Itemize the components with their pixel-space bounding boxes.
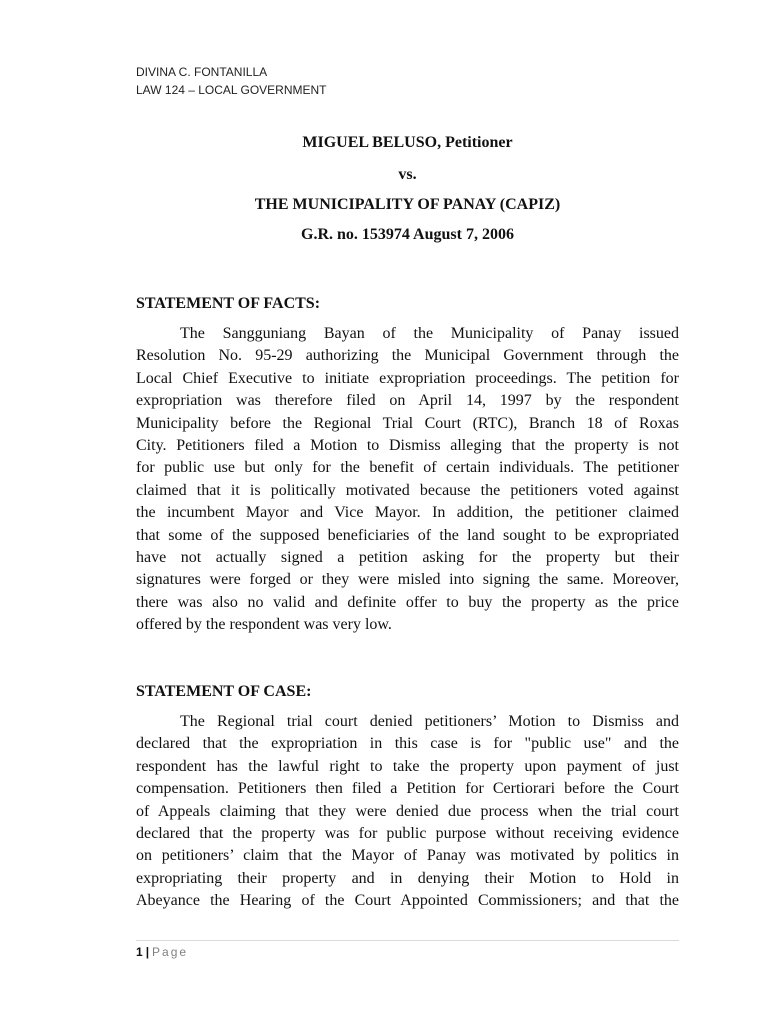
course-name: LAW 124 – LOCAL GOVERNMENT — [136, 83, 327, 97]
paragraph-line: respondent has the lawful right to take the property upon payment of just — [136, 757, 679, 775]
versus-line: vs. — [398, 166, 417, 183]
footer-separator: | — [145, 945, 150, 959]
statement-of-facts-section — [136, 294, 679, 637]
paragraph-line: The Regional trial court denied petitioners’ Motion to Dismiss and — [180, 713, 679, 730]
paragraph-line: declared that the property was for public purpose without receiving evidence — [136, 825, 679, 843]
paragraph-line: Municipality before the Regional Trial Court (RTC), Branch 18 of Roxas — [136, 414, 679, 432]
paragraph-line: Abeyance the Hearing of the Court Appointed Commissioners; and that the — [136, 892, 679, 910]
paragraph-line: on petitioners’ claim that the Mayor of Panay was motivated by politics in — [136, 847, 679, 865]
author-name: DIVINA C. FONTANILLA — [136, 65, 268, 79]
paragraph-line: expropriating their property and in denying their Motion to Hold in — [136, 869, 679, 887]
petitioner-line: MIGUEL BELUSO, Petitioner — [302, 134, 513, 151]
statement-of-facts-heading: STATEMENT OF FACTS: — [136, 295, 321, 312]
paragraph-line: offered by the respondent was very low. — [136, 616, 392, 634]
paragraph-line: expropriation was therefore filed on April 14, 1997 by the respondent — [136, 392, 679, 410]
statement-of-case-section — [136, 682, 679, 913]
statement-of-facts-paragraph — [136, 323, 679, 637]
paragraph-line: The Sangguniang Bayan of the Municipality of Panay issued — [180, 325, 679, 342]
case-title — [136, 133, 679, 244]
paragraph-line: signatures were forged or they were misled into signing the same. Moreover, — [136, 571, 679, 589]
paragraph-line: for public use but only for the benefit of certain individuals. The petitioner — [136, 459, 679, 477]
paragraph-line: there was also no valid and definite offer to buy the property as the price — [136, 593, 679, 611]
page-number: 1 — [136, 945, 143, 959]
paragraph-line: of Appeals claiming that they were denied due process when the trial court — [136, 802, 679, 820]
statement-of-case-paragraph — [136, 711, 679, 913]
statement-of-case-heading: STATEMENT OF CASE: — [136, 683, 312, 700]
paragraph-line: City. Petitioners filed a Motion to Dismiss alleging that the property is not — [136, 437, 679, 455]
paragraph-line: compensation. Petitioners then filed a Petition for Certiorari before the Court — [136, 780, 679, 798]
paragraph-line: claimed that it is politically motivated because the petitioners voted against — [136, 481, 679, 499]
paragraph-line: Resolution No. 95-29 authorizing the Municipal Government through the — [136, 347, 679, 365]
paragraph-line: Local Chief Executive to initiate expropriation proceedings. The petition for — [136, 369, 679, 387]
page-label: Page — [152, 945, 189, 959]
footer-divider — [136, 940, 679, 941]
case-number-line: G.R. no. 153974 August 7, 2006 — [301, 226, 514, 243]
paragraph-line: declared that the expropriation in this case is for "public use" and the — [136, 735, 679, 753]
respondent-line: THE MUNICIPALITY OF PANAY (CAPIZ) — [254, 196, 561, 213]
page-footer — [136, 944, 188, 960]
document-header — [136, 63, 327, 99]
paragraph-line: have not actually signed a petition asking for the property but their — [136, 549, 679, 567]
paragraph-line: the incumbent Mayor and Vice Mayor. In addition, the petitioner claimed — [136, 504, 679, 522]
paragraph-line: that some of the supposed beneficiaries of the land sought to be expropriated — [136, 526, 679, 544]
